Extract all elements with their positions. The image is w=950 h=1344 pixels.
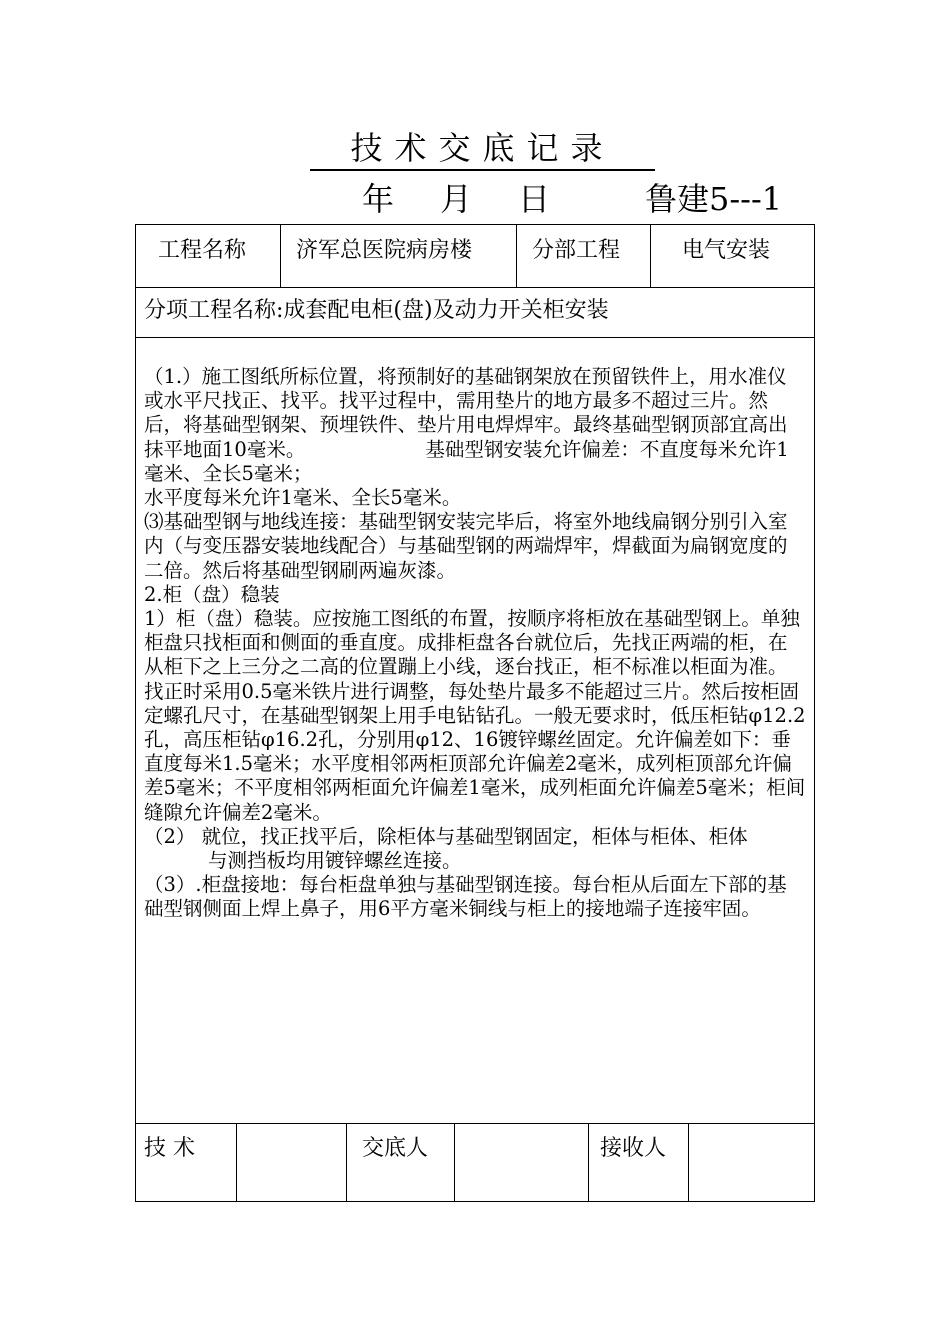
document-title: 技术交底记录 — [350, 129, 615, 167]
content-paragraph: （1.）施工图纸所标位置，将预制好的基础钢架放在预留铁件上，用水准仪或水平尺找正、找平。找平过程中，需用垫片的地方最多不超过三片。然后，将基础型钢架、预埋铁件、垫片用电焊焊牢。最终基础型钢顶部宜高出抹平地面10毫米。 — [144, 365, 788, 461]
disclosure-content — [144, 365, 806, 922]
col-divider — [236, 1123, 237, 1201]
date-line — [362, 178, 550, 220]
subitem-name: 分项工程名称:成套配电柜(盘)及动力开关柜安装 — [144, 298, 609, 323]
col-divider — [516, 225, 517, 287]
col-divider — [346, 1123, 347, 1201]
row-divider — [136, 287, 814, 288]
content-paragraph: 1）柜（盘）稳装。应按施工图纸的布置，按顺序将柜放在基础型钢上。单独柜盘只找柜面和侧面的垂直度。成排柜盘各台就位后，先找正两端的柜，在从柜下之上三分之二高的位置蹦上小线，逐台找正，柜不标准以柜面为准。找正时采用0.5毫米铁片进行调整，每处垫片最多不能超过三片。然后按柜固定螺孔尺寸，在基础型钢架上用手电钻钻孔。一般无要求时，低压柜钻φ12.2孔，高压柜钻φ16.2孔，分别用φ12、16镀锌螺丝固定。允许偏差如下：垂直度每米1.5毫米；水平度相邻两柜顶部允许偏差2毫米，成列柜顶部允许偏差5毫米；不平度相邻两柜面允许偏差1毫米，成列柜面允许偏差5毫米；柜间缝隙允许偏差2毫米。 — [144, 607, 806, 824]
content-paragraph: （3）.柜盘接地：每台柜盘单独与基础型钢连接。每台柜从后面左下部的基础型钢侧面上焊上鼻子，用6平方毫米铜线与柜上的接地端子连接牢固。 — [144, 873, 787, 921]
row-divider — [136, 1123, 814, 1124]
content-paragraph: （2） 就位，找正找平后，除柜体与基础型钢固定，柜体与柜体、柜体 — [144, 824, 748, 848]
col-divider — [588, 1123, 589, 1201]
date-day: 日 — [518, 180, 551, 218]
col-divider — [688, 1123, 689, 1201]
date-year: 年 — [362, 180, 395, 218]
title-underline — [310, 169, 655, 171]
col-divider — [280, 225, 281, 287]
giver-label: 交底人 — [362, 1136, 429, 1161]
division-label: 分部工程 — [532, 238, 621, 263]
project-name-value: 济军总医院病房楼 — [296, 238, 473, 263]
record-table — [135, 224, 815, 1202]
col-divider — [650, 225, 651, 287]
content-paragraph: 与测挡板均用镀锌螺丝连接。 — [208, 849, 462, 873]
row-divider — [136, 337, 814, 338]
content-paragraph: 2.柜（盘）稳装 — [144, 582, 280, 606]
division-value: 电气安装 — [682, 238, 771, 263]
project-name-label: 工程名称 — [158, 238, 247, 263]
receiver-label: 接收人 — [600, 1136, 667, 1161]
content-paragraph: ⑶基础型钢与地线连接：基础型钢安装完毕后，将室外地线扁钢分别引入室内（与变压器安装地线配合）与基础型钢的两端焊牢，焊截面为扁钢宽度的二倍。然后将基础型钢刷两遍灰漆。 — [144, 510, 788, 582]
date-month: 月 — [440, 180, 473, 218]
col-divider — [454, 1123, 455, 1201]
content-paragraph: 基础型钢安装允许偏差：不直度每米允许1毫米、全长5毫米； — [144, 437, 789, 485]
content-paragraph: 水平度每米允许1毫米、全长5毫米。 — [144, 486, 462, 510]
form-code: 鲁建5---1 — [645, 180, 783, 218]
tech-label: 技 术 — [144, 1136, 195, 1161]
